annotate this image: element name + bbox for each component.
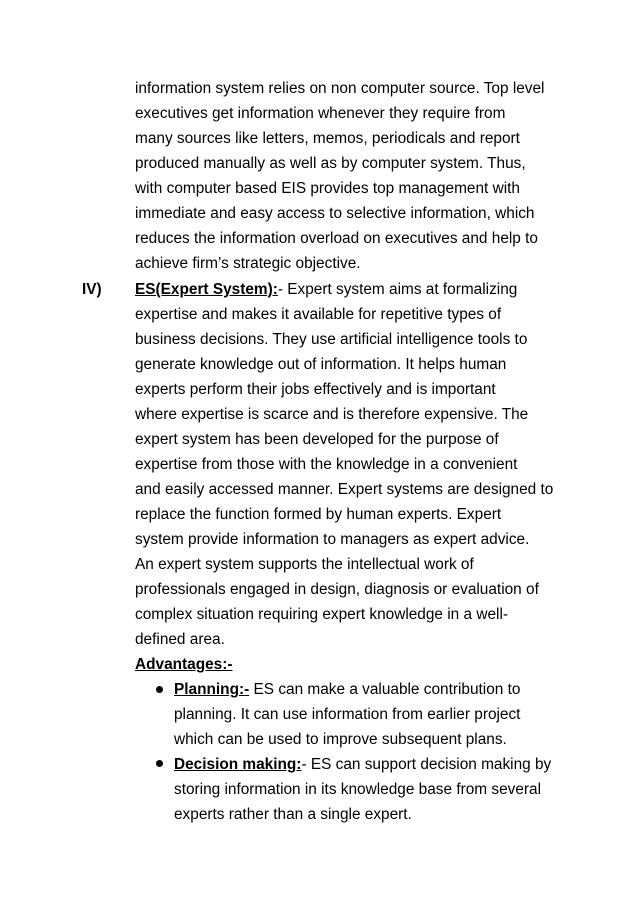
paragraph-line: immediate and easy access to selective information, which [135,205,535,222]
bullet-continuation: storing information in its knowledge base from several [174,781,541,798]
paragraph-line: replace the function formed by human experts. Expert [135,506,502,523]
paragraph-line: defined area. [135,631,225,648]
section-heading: ES(Expert System): [135,281,278,298]
paragraph-line: many sources like letters, memos, periodicals and report [135,130,520,147]
section-heading-rest: - Expert system aims at formalizing [277,281,518,298]
paragraph-line: executives get information whenever they require from [135,105,506,122]
paragraph-line: generate knowledge out of information. It helps human [135,356,507,373]
paragraph-line: expertise from those with the knowledge in a convenient [135,456,518,473]
bullet-item-planning [174,677,520,703]
paragraph-line: with computer based EIS provides top management with [135,180,520,197]
section-heading-line [135,277,517,303]
bullet-continuation: planning. It can use information from earlier project [174,706,521,723]
bullet-term: Decision making: [174,756,302,773]
bullet-term: Planning:- [174,681,250,698]
paragraph-line: An expert system supports the intellectual work of [135,556,474,573]
bullet-icon [156,686,163,693]
paragraph-line: business decisions. They use artificial intelligence tools to [135,331,528,348]
paragraph-line: experts perform their jobs effectively and is important [135,381,496,398]
bullet-text: - ES can support decision making by [301,756,552,773]
section-number: IV) [82,281,102,298]
paragraph-line: professionals engaged in design, diagnosis or evaluation of [135,581,539,598]
paragraph-line: and easily accessed manner. Expert systems are designed to [135,481,554,498]
paragraph-line: achieve firm’s strategic objective. [135,255,361,272]
paragraph-line: produced manually as well as by computer system. Thus, [135,155,526,172]
paragraph-line: information system relies on non computer source. Top level [135,80,545,97]
paragraph-line: expertise and makes it available for repetitive types of [135,306,502,323]
paragraph-line: expert system has been developed for the purpose of [135,431,499,448]
bullet-icon [156,760,163,767]
bullet-item-decision-making [174,752,551,778]
bullet-text: ES can make a valuable contribution to [249,681,521,698]
paragraph-line: complex situation requiring expert knowledge in a well- [135,606,508,623]
paragraph-line: reduces the information overload on executives and help to [135,230,538,247]
bullet-continuation: which can be used to improve subsequent plans. [174,731,507,748]
paragraph-line: system provide information to managers as expert advice. [135,531,530,548]
paragraph-line: where expertise is scarce and is therefore expensive. The [135,406,529,423]
bullet-continuation: experts rather than a single expert. [174,806,412,823]
advantages-heading: Advantages:- [135,656,233,673]
